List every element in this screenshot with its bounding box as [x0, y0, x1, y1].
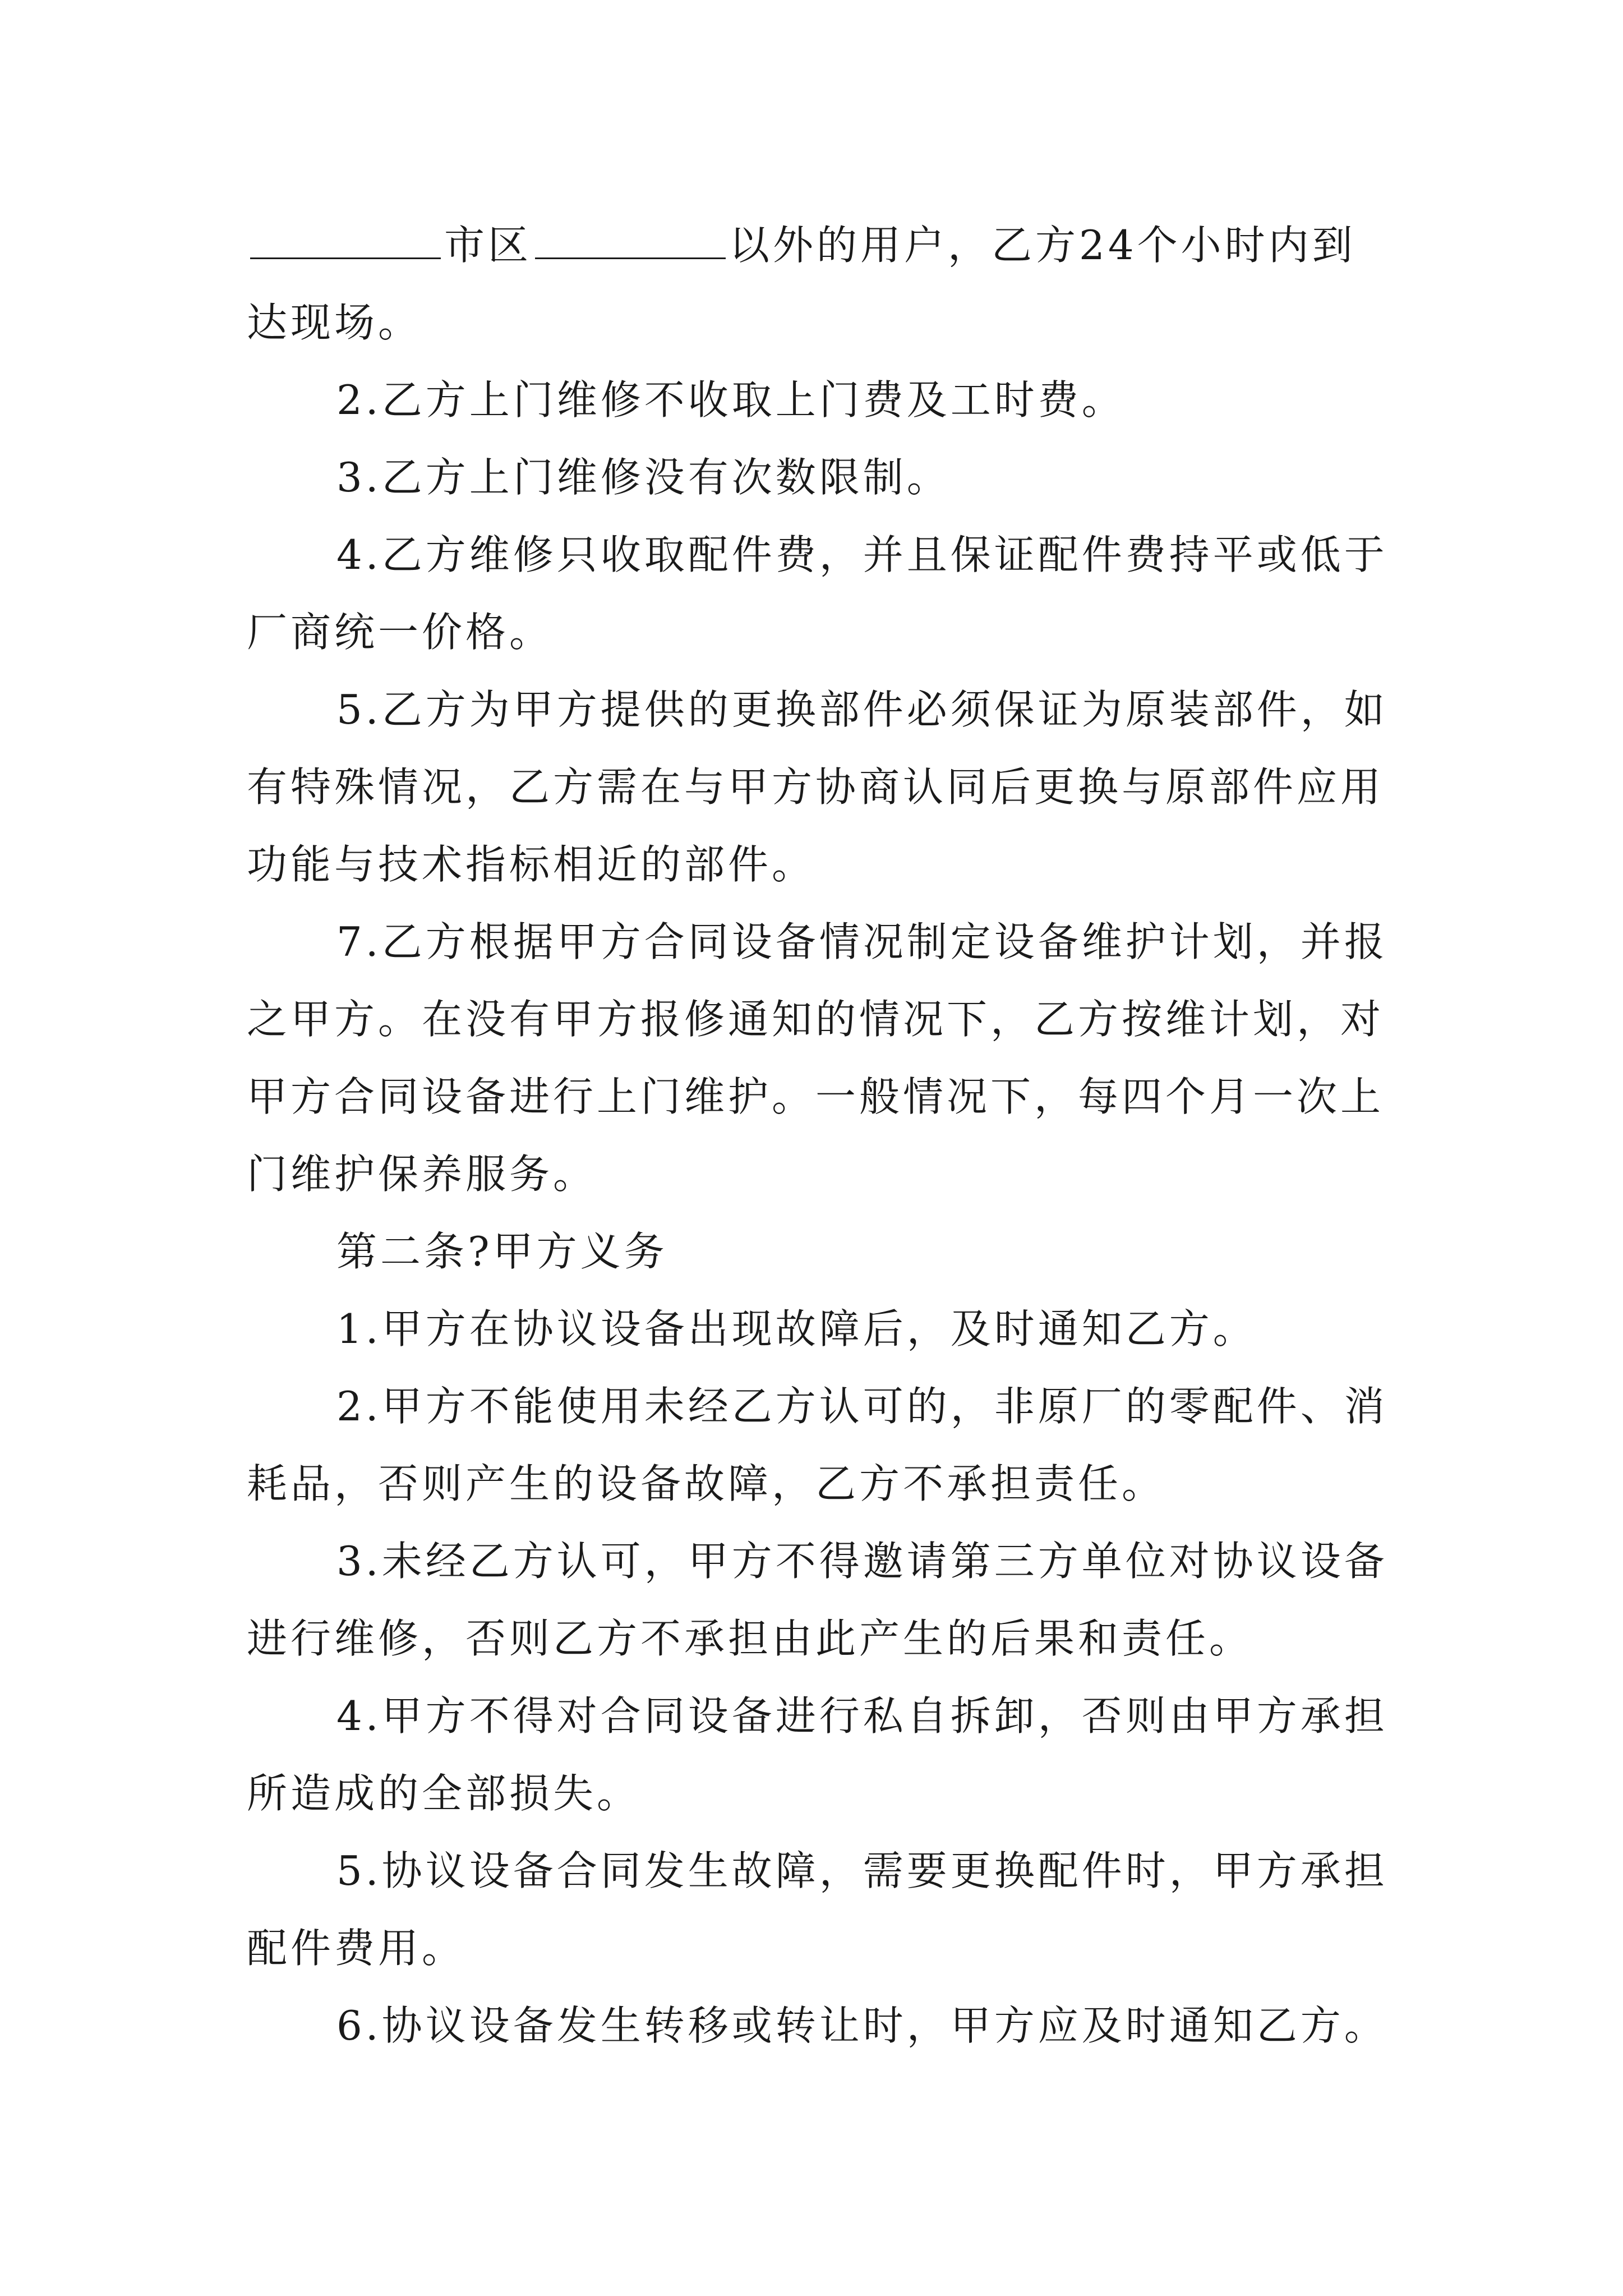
section-title: 第二条?甲方义务: [336, 1228, 668, 1275]
text-line: 6.协议设备发生转移或转让时，甲方应及时通知乙方。: [336, 2002, 1388, 2049]
text-line: 甲方合同设备进行上门维护。一般情况下，每四个月一次上: [247, 1073, 1385, 1120]
text-line: 配件费用。: [247, 1925, 466, 1972]
paragraph-item-5: [247, 671, 1388, 903]
text-line: 3.未经乙方认可，甲方不得邀请第三方单位对协议设备: [336, 1538, 1388, 1585]
paragraph-duty-5: [247, 1832, 1388, 1987]
text-line: 进行维修，否则乙方不承担由此产生的后果和责任。: [247, 1615, 1253, 1662]
text-line: 4.乙方维修只收取配件费，并且保证配件费持平或低于: [336, 531, 1388, 578]
paragraph-duty-1: [247, 1290, 1257, 1368]
text-line: 所造成的全部损失。: [247, 1770, 641, 1817]
text-line: 2.甲方不能使用未经乙方认可的，非原厂的零配件、消: [336, 1383, 1388, 1430]
paragraph-item-4: [247, 516, 1388, 671]
paragraph-item-7: [247, 903, 1388, 1213]
paragraph-item-3: [247, 439, 951, 516]
text-fragment: 市区: [444, 222, 532, 269]
text-line: 功能与技术指标相近的部件。: [247, 841, 816, 888]
text-line: 达现场。: [247, 299, 422, 346]
paragraph-duty-3: [247, 1522, 1388, 1677]
paragraph-duty-2: [247, 1368, 1388, 1522]
text-line: 7.乙方根据甲方合同设备情况制定设备维护计划，并报: [336, 918, 1388, 965]
blank-field: [535, 255, 726, 259]
text-line: 5.乙方为甲方提供的更换部件必须保证为原装部件，如: [336, 686, 1388, 733]
text-fragment: 以外的用户，乙方24个小时内到: [729, 222, 1356, 269]
text-line: 2.乙方上门维修不收取上门费及工时费。: [336, 376, 1126, 424]
text-line: 3.乙方上门维修没有次数限制。: [336, 454, 951, 501]
text-line: 门维护保养服务。: [247, 1151, 597, 1198]
section-heading: [247, 1213, 668, 1290]
text-line: 5.协议设备合同发生故障，需要更换配件时，甲方承担: [336, 1847, 1388, 1894]
paragraph-item-2: [247, 361, 1126, 439]
paragraph-duty-6: [247, 1987, 1388, 2064]
text-line: 有特殊情况，乙方需在与甲方协商认同后更换与原部件应用: [247, 763, 1385, 811]
text-line: 耗品，否则产生的设备故障，乙方不承担责任。: [247, 1460, 1166, 1507]
text-line: 厂商统一价格。: [247, 609, 554, 656]
blank-field: [250, 255, 441, 259]
paragraph-duty-4: [247, 1677, 1388, 1832]
text-line: [247, 206, 1356, 284]
text-line: 之甲方。在没有甲方报修通知的情况下，乙方按维计划，对: [247, 996, 1385, 1043]
text-line: 4.甲方不得对合同设备进行私自拆卸，否则由甲方承担: [336, 1692, 1388, 1740]
paragraph-service-area: [247, 206, 1356, 361]
text-line: 1.甲方在协议设备出现故障后，及时通知乙方。: [336, 1305, 1257, 1352]
